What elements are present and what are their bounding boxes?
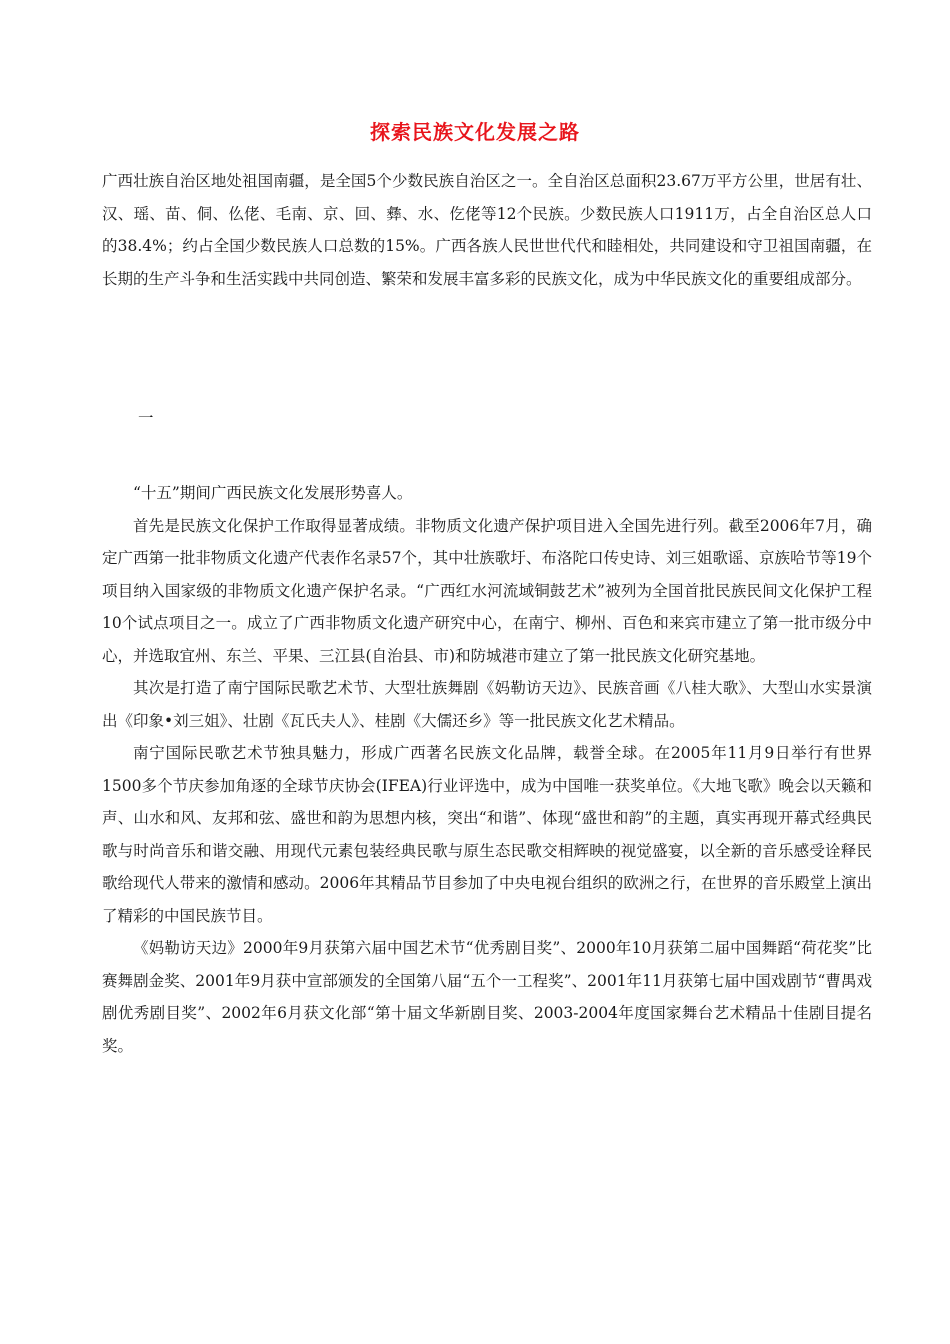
body-text	[102, 477, 872, 1062]
paragraph-folk-song-festival: 南宁国际民歌艺术节独具魅力，形成广西著名民族文化品牌，载誉全球。在2005年11月9日举行有世界1500多个节庆参加角逐的全球节庆协会(IFEA)行业评选中，成为中国唯一获奖单位。《大地飞歌》晚会以天籁和声、山水和风、友邦和弦、盛世和韵为思想内核，突出“和谐”、体现“盛世和韵”的主题，真实再现开幕式经典民歌与时尚音乐和谐交融、用现代元素包装经典民歌与原生态民歌交相辉映的视觉盛宴，以全新的音乐感受诠释民歌给现代人带来的激情和感动。2006年其精品节目参加了中央电视台组织的欧洲之行，在世界的音乐殿堂上演出了精彩的中国民族节目。	[102, 744, 872, 925]
document-title: 探索民族文化发展之路	[370, 120, 580, 144]
section-number: 一	[138, 409, 154, 427]
intro-paragraph: 广西壮族自治区地处祖国南疆，是全国5个少数民族自治区之一。全自治区总面积23.67万平方公里，世居有壮、汉、瑶、苗、侗、仫佬、毛南、京、回、彝、水、仡佬等12个民族。少数民族人口1911万，占全自治区总人口的38.4%；约占全国少数民族人口总数的15%。广西各族人民世世代代和睦相处，共同建设和守卫祖国南疆，在长期的生产斗争和生活实践中共同创造、繁荣和发展丰富多彩的民族文化，成为中华民族文化的重要组成部分。	[102, 172, 872, 288]
paragraph-protection: 首先是民族文化保护工作取得显著成绩。非物质文化遗产保护项目进入全国先进行列。截至2006年7月，确定广西第一批非物质文化遗产代表作名录57个，其中壮族歌圩、布洛陀口传史诗、刘三姐歌谣、京族哈节等19个项目纳入国家级的非物质文化遗产保护名录。“广西红水河流域铜鼓艺术”被列为全国首批民族民间文化保护工程10个试点项目之一。成立了广西非物质文化遗产研究中心，在南宁、柳州、百色和来宾市建立了第一批市级分中心，并选取宜州、东兰、平果、三江县(自治县、市)和防城港市建立了第一批民族文化研究基地。	[102, 516, 872, 665]
paragraph-overview: “十五”期间广西民族文化发展形势喜人。	[133, 484, 413, 502]
paragraph-dance-drama-awards: 《妈勒访天边》2000年9月获第六届中国艺术节“优秀剧目奖”、2000年10月获第二届中国舞蹈“荷花奖”比赛舞剧金奖、2001年9月获中宣部颁发的全国第八届“五个一工程奖”、2001年11月获第七届中国戏剧节“曹禺戏剧优秀剧目奖”、2002年6月获文化部“第十届文华新剧目奖、2003-2004年度国家舞台艺术精品十佳剧目提名奖。	[102, 939, 872, 1055]
paragraph-art-works: 其次是打造了南宁国际民歌艺术节、大型壮族舞剧《妈勒访天边》、民族音画《八桂大歌》、大型山水实景演出《印象•刘三姐》、壮剧《瓦氏夫人》、桂剧《大儒还乡》等一批民族文化艺术精品。	[102, 679, 872, 730]
